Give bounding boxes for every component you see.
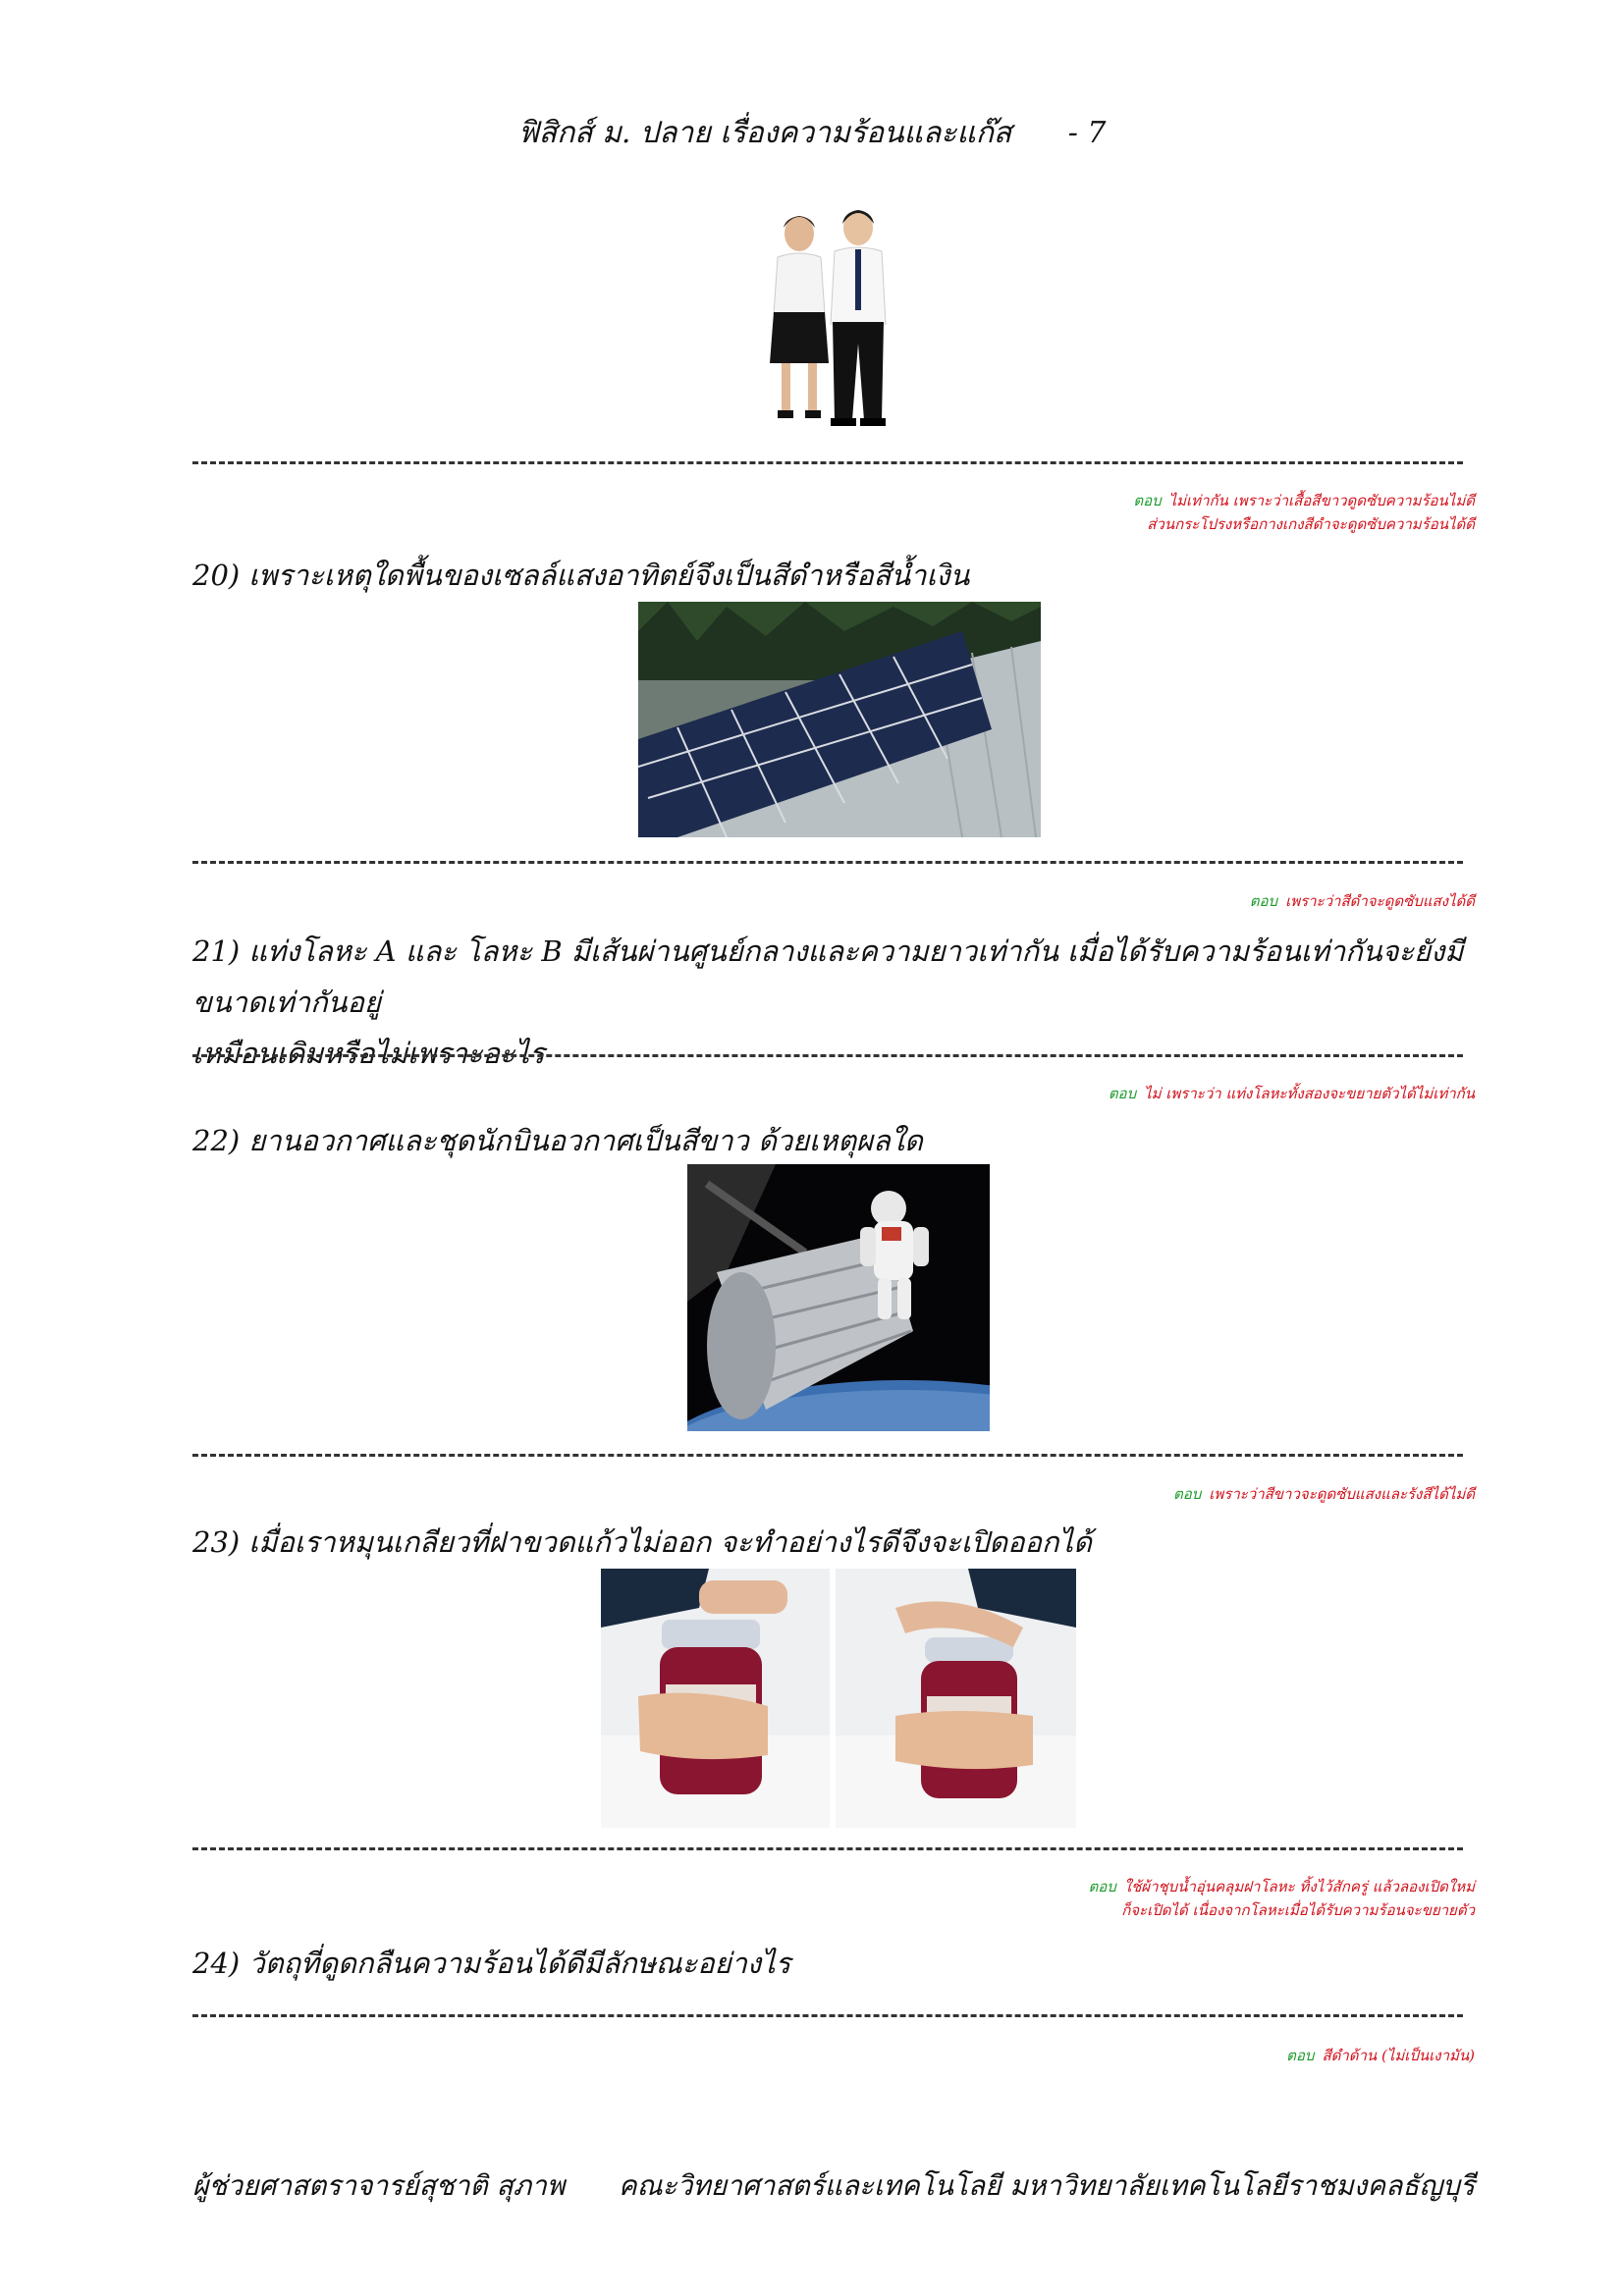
footer-institution: คณะวิทยาศาสตร์และเทคโนโลยี มหาวิทยาลัยเทคโนโลยีราชมงคลธัญบุรี bbox=[618, 2169, 1475, 2202]
solar-panel-photo bbox=[638, 602, 1041, 837]
question-24: 24) วัตถุที่ดูดกลืนความร้อนได้ดีมีลักษณะอย่างไร bbox=[192, 1947, 791, 1980]
answer-text: ไม่ เพราะว่า แท่งโลหะทั้งสองจะขยายตัวได้ไม่เท่ากัน bbox=[1144, 1085, 1475, 1102]
answer-text: ก็จะเปิดได้ เนื่องจากโลหะเมื่อได้รับความร้อนจะขยายตัว bbox=[1121, 1901, 1475, 1919]
answer-label: ตอบ bbox=[1249, 892, 1278, 910]
astronaut-photo bbox=[687, 1164, 990, 1431]
question-line: 21) แท่งโลหะ A และ โลหะ B มีเส้นผ่านศูนย์กลางและความยาวเท่ากัน เมื่อได้รับความร้อนเท่ากันจะยังมีขนาดเท่ากันอยู่ bbox=[192, 934, 1464, 1019]
answer-19 bbox=[1133, 489, 1475, 536]
answer-label: ตอบ bbox=[1133, 492, 1162, 509]
answer-20 bbox=[1250, 889, 1475, 913]
footer-author: ผู้ช่วยศาสตราจารย์สุชาติ สุภาพ bbox=[192, 2169, 566, 2202]
answer-24 bbox=[1286, 2044, 1475, 2067]
answer-23 bbox=[1089, 1875, 1476, 1922]
question-22: 22) ยานอวกาศและชุดนักบินอวกาศเป็นสีขาว ด้วยเหตุผลใด bbox=[192, 1124, 923, 1157]
header-title: ฟิสิกส์ ม. ปลาย เรื่องความร้อนและแก๊ส bbox=[517, 116, 1012, 150]
answer-21 bbox=[1109, 1082, 1475, 1105]
answer-text: ส่วนกระโปรงหรือกางเกงสีดำจะดูดซับความร้อนได้ดี bbox=[1147, 515, 1475, 533]
divider bbox=[192, 2014, 1463, 2017]
question-20: 20) เพราะเหตุใดพื้นของเซลล์แสงอาทิตย์จึงเป็นสีดำหรือสีน้ำเงิน bbox=[192, 559, 970, 592]
answer-label: ตอบ bbox=[1088, 1878, 1116, 1896]
question-line: เหมือนเดิมหรือไม่เพราะอะไร bbox=[192, 1037, 545, 1070]
answer-text: เพราะว่าสีดำจะดูดซับแสงได้ดี bbox=[1285, 892, 1475, 910]
students-photo bbox=[756, 206, 903, 432]
page-header bbox=[0, 110, 1624, 156]
divider bbox=[192, 1054, 1463, 1057]
question-23: 23) เมื่อเราหมุนเกลียวที่ฝาขวดแก้วไม่ออก จะทำอย่างไรดีจึงจะเปิดออกได้ bbox=[192, 1525, 1092, 1559]
answer-text: ใช้ผ้าชุบน้ำอุ่นคลุมฝาโลหะ ทิ้งไว้สักครู่ แล้วลองเปิดใหม่ bbox=[1123, 1878, 1475, 1896]
divider bbox=[192, 1454, 1463, 1457]
answer-text: เพราะว่าสีขาวจะดูดซับแสงและรังสีได้ไม่ดี bbox=[1209, 1485, 1475, 1503]
answer-label: ตอบ bbox=[1286, 2047, 1315, 2064]
answer-label: ตอบ bbox=[1172, 1485, 1202, 1503]
page-number: - 7 bbox=[1067, 116, 1107, 150]
answer-text: สีดำด้าน (ไม่เป็นเงามัน) bbox=[1322, 2047, 1475, 2064]
jar-photo bbox=[601, 1569, 1076, 1828]
divider bbox=[192, 461, 1463, 464]
divider bbox=[192, 861, 1463, 864]
divider bbox=[192, 1847, 1463, 1850]
answer-label: ตอบ bbox=[1108, 1085, 1137, 1102]
answer-22 bbox=[1173, 1482, 1475, 1506]
answer-text: ไม่เท่ากัน เพราะว่าเสื้อสีขาวดูดซับความร้อนไม่ดี bbox=[1168, 492, 1475, 509]
